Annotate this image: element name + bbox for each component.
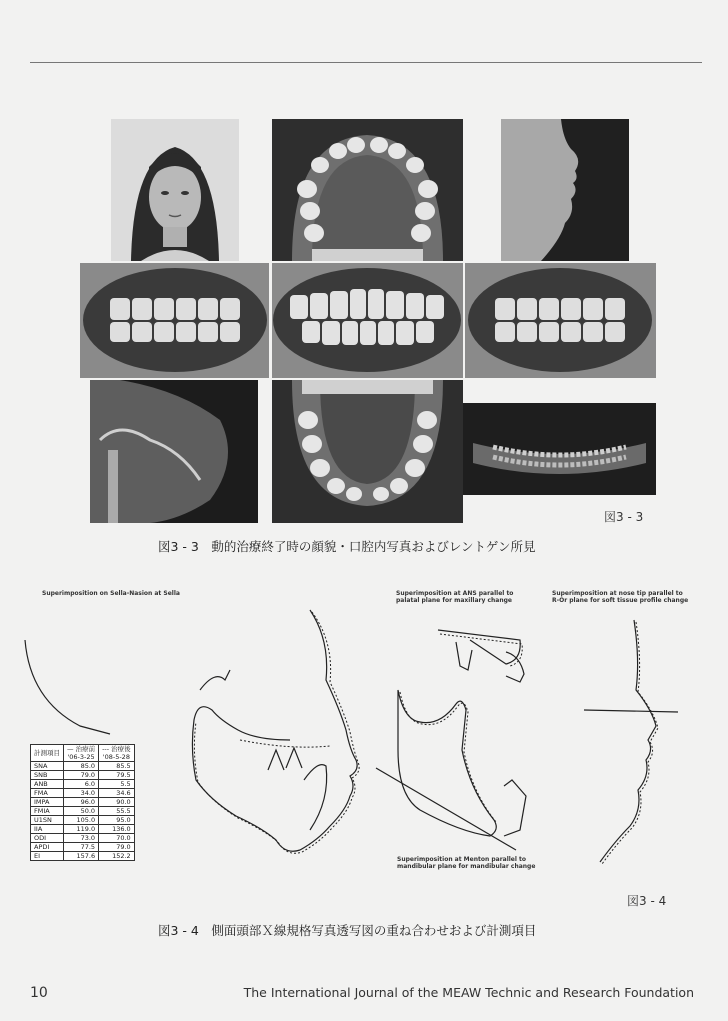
row-after: 136.0 (99, 825, 135, 834)
table-row (31, 834, 135, 843)
table-row (31, 852, 135, 861)
row-before: 34.0 (64, 789, 99, 798)
header-before (64, 745, 99, 762)
row-before: 73.0 (64, 834, 99, 843)
header-rule (30, 62, 702, 63)
nose-superimposition-label-1: Superimposition at nose tip parallel to (552, 590, 683, 597)
table-row (31, 843, 135, 852)
row-item: FMA (31, 789, 64, 798)
table-row (31, 798, 135, 807)
row-before: 79.0 (64, 771, 99, 780)
row-after: 79.0 (99, 843, 135, 852)
menton-superimposition-label-1: Superimposition at Menton parallel to (397, 856, 527, 863)
row-after: 90.0 (99, 798, 135, 807)
row-before: 77.5 (64, 843, 99, 852)
row-before: 50.0 (64, 807, 99, 816)
row-item: U1SN (31, 816, 64, 825)
table-row (31, 771, 135, 780)
row-item: ANB (31, 780, 64, 789)
nose-superimposition-label-2: R-Or plane for soft tissue profile change (552, 597, 689, 604)
menton-superimposition-label-2: mandibular plane for mandibular change (397, 863, 536, 870)
row-item: SNA (31, 762, 64, 771)
lower-occlusal-photo (272, 380, 463, 523)
header-before-date: '06-3-25 (67, 753, 95, 761)
row-item: SNB (31, 771, 64, 780)
row-after: 5.5 (99, 780, 135, 789)
ans-superimposition-label-1: Superimposition at ANS parallel to (396, 590, 514, 597)
header-item: 計測項目 (31, 745, 64, 762)
figure-3-4-caption: 図3 - 4 側面頭部Ｘ線規格写真透写図の重ね合わせおよび計測項目 (158, 923, 537, 938)
row-item: IIA (31, 825, 64, 834)
journal-title: The International Journal of the MEAW Technic and Research Foundation (243, 985, 694, 1000)
row-before: 105.0 (64, 816, 99, 825)
row-after: 152.2 (99, 852, 135, 861)
table-row (31, 780, 135, 789)
figure-3-3-label: 図3 - 3 (604, 510, 644, 524)
lateral-cephalogram (90, 380, 258, 523)
row-item: IMPA (31, 798, 64, 807)
ans-superimposition-label-2: palatal plane for maxillary change (396, 597, 512, 604)
row-before: 157.6 (64, 852, 99, 861)
row-after: 70.0 (99, 834, 135, 843)
row-item: FMIA (31, 807, 64, 816)
row-before: 96.0 (64, 798, 99, 807)
table-row (31, 762, 135, 771)
row-item: APDI (31, 843, 64, 852)
header-after (99, 745, 135, 762)
row-after: 79.5 (99, 771, 135, 780)
table-row (31, 807, 135, 816)
right-buccal-photo (80, 263, 269, 378)
row-after: 34.6 (99, 789, 135, 798)
table-header-row (31, 745, 135, 762)
header-after-date: '08-5-28 (102, 753, 130, 761)
upper-occlusal-photo (272, 119, 463, 261)
table-row (31, 816, 135, 825)
row-after: 85.5 (99, 762, 135, 771)
measurement-table (30, 744, 135, 861)
row-item: EI (31, 852, 64, 861)
frontal-intraoral-photo (272, 263, 463, 378)
table-row (31, 789, 135, 798)
header-after-label: --- 治療後 (102, 745, 131, 753)
row-before: 85.0 (64, 762, 99, 771)
row-item: ODI (31, 834, 64, 843)
row-after: 95.0 (99, 816, 135, 825)
row-after: 55.5 (99, 807, 135, 816)
row-before: 119.0 (64, 825, 99, 834)
row-before: 6.0 (64, 780, 99, 789)
lateral-face-photo (501, 119, 629, 261)
header-before-label: — 治療前 (67, 745, 96, 753)
table-row (31, 825, 135, 834)
sella-superimposition-label: Superimposition on Sella-Nasion at Sella (42, 590, 180, 597)
page-number: 10 (30, 985, 48, 1001)
figure-3-4-label: 図3 - 4 (627, 894, 667, 908)
frontal-face-photo (111, 119, 239, 261)
left-buccal-photo (465, 263, 656, 378)
panoramic-xray (463, 403, 656, 495)
figure-3-3-caption: 図3 - 3 動的治療終了時の顔貌・口腔内写真およびレントゲン所見 (158, 539, 536, 554)
